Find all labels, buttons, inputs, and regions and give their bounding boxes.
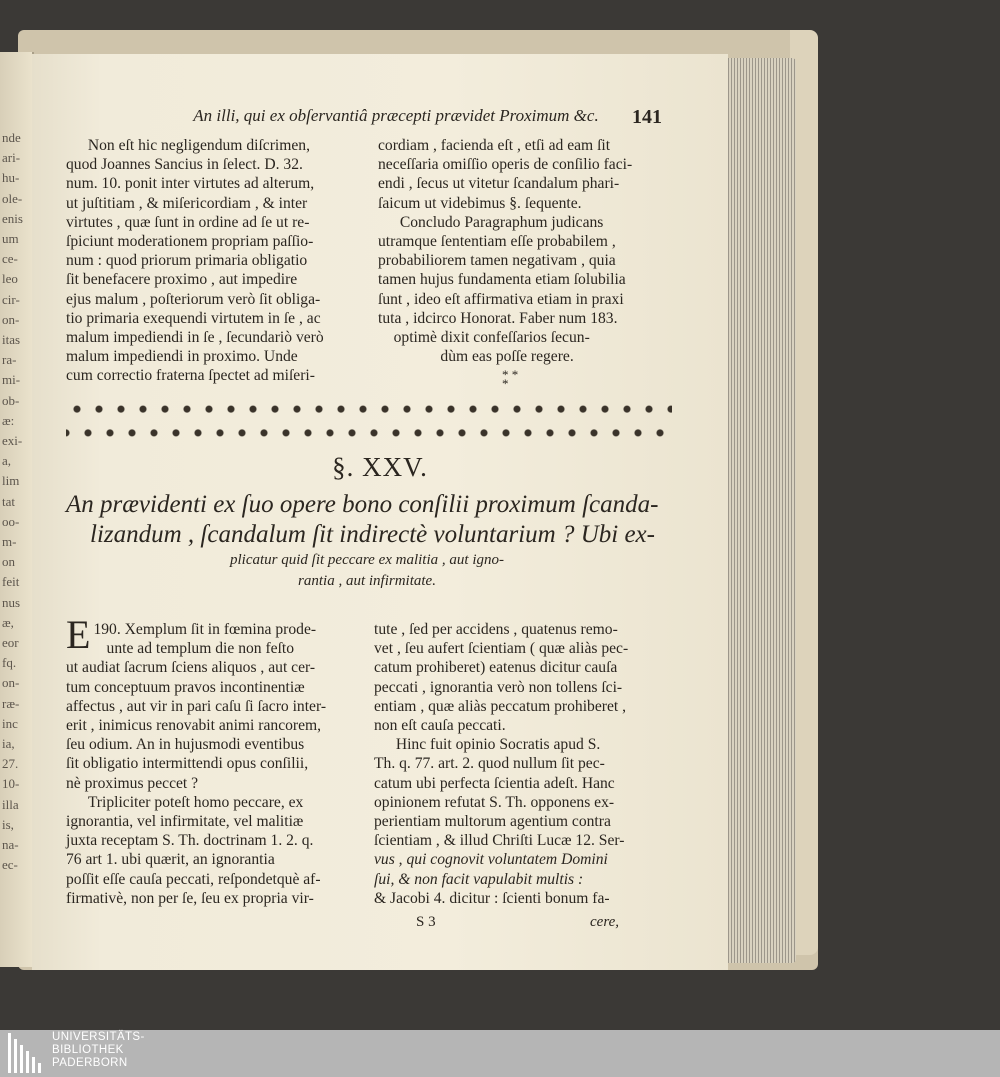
left-page-fragment: 10- — [2, 776, 20, 792]
left-page-fragment: ole- — [2, 190, 23, 206]
left-page-fragment: ra- — [2, 352, 17, 368]
library-logo-icon — [8, 1033, 46, 1073]
section-heading: §. XXV. — [332, 452, 428, 482]
text-line: vus , qui cognovit voluntatem Domini — [374, 851, 608, 869]
left-page-fragment: a, — [2, 453, 12, 469]
column-right-top — [378, 136, 674, 366]
text-line: unte ad templum die non feſto — [106, 640, 295, 658]
text-line: Th. q. 77. art. 2. quod nullum ſit pec- — [374, 755, 605, 773]
text-line: catum ubi perfecta ſcientia adeſt. Hanc — [374, 774, 615, 792]
text-line: num. 10. ponit inter virtutes ad alterum, — [66, 175, 315, 193]
signature-mark: S 3 — [416, 914, 436, 930]
left-page-fragment: on — [2, 554, 15, 570]
left-page-fragment: nde — [2, 130, 21, 145]
text-line: juxta receptam S. Th. doctrinam 1. 2. q. — [66, 832, 314, 850]
left-page-fragment: feit — [2, 574, 20, 590]
text-line: utramque ſententiam eſſe probabilem , — [378, 233, 616, 251]
library-footer — [0, 1030, 1000, 1077]
book-page — [32, 54, 728, 970]
text-line: Non eſt hic negligendum diſcrimen, — [87, 137, 310, 154]
text-line: malum impediendi in proximo. Unde — [66, 348, 298, 366]
left-page-fragment: cir- — [2, 291, 20, 307]
left-page-fragment: æ, — [2, 614, 14, 630]
section-subtitle — [182, 550, 552, 592]
text-line: 76 art 1. ubi quærit, an ignorantia — [66, 851, 275, 869]
text-line: non eſt cauſa peccati. — [374, 717, 506, 735]
left-page-fragment: ræ- — [2, 695, 20, 711]
text-line: endi , ſecus ut vitetur ſcandalum phari- — [378, 175, 620, 193]
running-head: An illi, qui ex obſervantiâ præcepti prævidet Proximum &c. — [193, 106, 599, 125]
left-page-edge — [0, 52, 34, 967]
text-line: opinionem refutat S. Th. opponens ex- — [374, 793, 615, 811]
left-page-fragment: on- — [2, 675, 20, 691]
drop-cap: E — [66, 612, 91, 657]
text-line: Concludo Paragraphum judicans — [399, 213, 604, 231]
left-page-fragment: ia, — [2, 736, 15, 751]
text-line: ſcientiam , & illud Chriſti Lucæ 12. Ser- — [374, 832, 625, 850]
page-edges — [726, 58, 796, 963]
column-left-top — [66, 136, 358, 386]
library-name-line: UNIVERSITÄTS- — [52, 1031, 145, 1043]
text-line: perientiam multorum agentium contra — [374, 813, 611, 831]
text-line: & Jacobi 4. dicitur : ſcienti bonum fa- — [374, 889, 610, 907]
left-page-fragment: tat — [2, 493, 15, 509]
text-line: ſeu odium. An in hujusmodi eventibus — [66, 736, 305, 754]
left-page-fragment: 27. — [2, 756, 19, 772]
section-title — [66, 490, 676, 550]
text-line: Xemplum ſit in fœmina prode- — [124, 621, 317, 638]
left-page-fragment: ob- — [2, 392, 20, 408]
left-page-fragment: inc — [2, 715, 18, 731]
left-page-fragment: ec- — [2, 857, 18, 873]
library-name-line: BIBLIOTHEK — [52, 1044, 124, 1056]
text-line: ſunt , ideo eſt affirmativa etiam in praxi — [378, 290, 624, 308]
left-page-fragment: um — [2, 231, 19, 246]
decorative-ornament-band — [66, 404, 672, 438]
subtitle-line: rantia , aut infirmitate. — [298, 573, 436, 589]
catchword: cere, — [590, 914, 620, 930]
text-line: ejus malum , poſteriorum verò ſit obliga- — [66, 290, 321, 308]
column-left-bottom — [66, 612, 358, 908]
text-line: nè proximus peccet ? — [66, 774, 199, 792]
text-line: tamen hujus fundamenta etiam ſolubilia — [378, 271, 626, 289]
text-line: cordiam , facienda eſt , etſi ad eam ſit — [378, 137, 611, 154]
text-line: num : quod priorum primaria obligatio — [66, 252, 308, 270]
left-page-fragment: m- — [2, 534, 17, 549]
text-line: Tripliciter poteſt homo peccare, ex — [87, 793, 304, 811]
left-page-fragment: fq. — [2, 655, 17, 671]
left-page-fragment: is, — [2, 816, 14, 832]
text-line: vet , ſeu aufert ſcientiam ( quæ aliàs pec- — [374, 640, 629, 658]
text-line: probabiliorem tamen negativam , quia — [378, 252, 616, 270]
text-line: tio primaria exequendi virtutem in ſe , ac — [66, 309, 321, 327]
left-page-fragment: illa — [2, 796, 19, 812]
text-line: ſpiciunt moderationem propriam paſſio- — [66, 233, 314, 251]
left-page-fragment: eor — [2, 635, 19, 650]
left-page-fragment: hu- — [2, 170, 20, 186]
left-page-fragment: na- — [2, 837, 19, 852]
text-line: tum conceptuum pravos incontinentiæ — [66, 678, 305, 696]
left-page-fragment: enis — [2, 210, 23, 226]
text-line: ignorantia, vel infirmitate, vel malitiæ — [66, 813, 304, 831]
title-line: An prævidenti ex ſuo opere bono conſilii proximum ſcanda- — [66, 491, 659, 518]
text-line: Hinc fuit opinio Socratis apud S. — [395, 736, 601, 754]
text-line: poſſit eſſe cauſa peccati, reſpondetquè af- — [66, 870, 321, 888]
left-page-fragment: leo — [2, 271, 18, 287]
text-line: affectus , aut vir in pari caſu ſi ſacro inter- — [66, 697, 327, 715]
left-page-fragment: æ: — [2, 412, 15, 428]
left-page-fragment: nus — [2, 594, 21, 610]
text-line: ſit obligatio intermittendi opus conſilii, — [66, 755, 309, 773]
text-line: erit , inimicus renovabit animi rancorem, — [66, 717, 322, 735]
page-number: 141 — [632, 106, 662, 128]
library-name — [52, 1031, 145, 1070]
left-page-fragment: exi- — [2, 433, 23, 448]
text-line: catum prohiberet) eatenus dicitur cauſa — [374, 659, 618, 677]
text-line: ſaicum ut videbimus §. ſequente. — [378, 194, 582, 212]
left-page-fragment: itas — [2, 332, 21, 347]
left-page-fragment: ce- — [2, 251, 18, 267]
text-line: ſit benefacere proximo , aut impedire — [66, 271, 298, 289]
column-right-bottom — [374, 620, 672, 908]
left-page-fragment: lim — [2, 473, 20, 489]
text-line: malum impediendi in ſe , ſecundariò verò — [66, 329, 324, 347]
text-line: entiam , quæ aliàs peccatum prohiberet , — [374, 697, 627, 715]
asterism: * * * — [502, 367, 519, 391]
library-name-line: PADERBORN — [52, 1057, 128, 1069]
text-line: tuta , idcirco Honorat. Faber num 183. — [378, 309, 618, 327]
text-line: dùm eas poſſe regere. — [440, 348, 574, 366]
title-line: lizandum , ſcandalum ſit indirectè voluntarium ? Ubi ex- — [90, 521, 655, 548]
text-line: quod Joannes Sancius in ſelect. D. 32. — [66, 156, 303, 174]
left-page-fragment: ari- — [2, 150, 21, 166]
text-line: ut audiat ſacrum ſciens aliquos , aut cer- — [66, 659, 316, 677]
subtitle-line: plicatur quid ſit peccare ex malitia , aut igno- — [230, 552, 504, 568]
left-page-fragment: on- — [2, 311, 20, 327]
text-line: peccati , ignorantia verò non tollens ſci- — [374, 678, 623, 696]
text-line: firmativè, non per ſe, ſeu ex propria vir- — [66, 889, 314, 907]
text-line: virtutes , quæ ſunt in ordine ad ſe ut re- — [66, 213, 310, 231]
text-line: ut juſtitiam , & miſericordiam , & inter — [66, 194, 308, 212]
text-line: neceſſaria omiſſio operis de conſilio faci- — [378, 156, 633, 174]
text-line: tute , ſed per accidens , quatenus remo- — [374, 621, 618, 638]
text-line: optimè dixit confeſſarios ſecun- — [393, 329, 590, 347]
text-line: cum correctio fraterna ſpectet ad miſeri- — [66, 367, 315, 385]
paragraph-number: 190. — [93, 621, 121, 638]
left-page-fragment: mi- — [2, 372, 21, 388]
text-line: ſui, & non facit vapulabit multis : — [374, 870, 584, 888]
left-page-fragment: oo- — [2, 513, 20, 529]
